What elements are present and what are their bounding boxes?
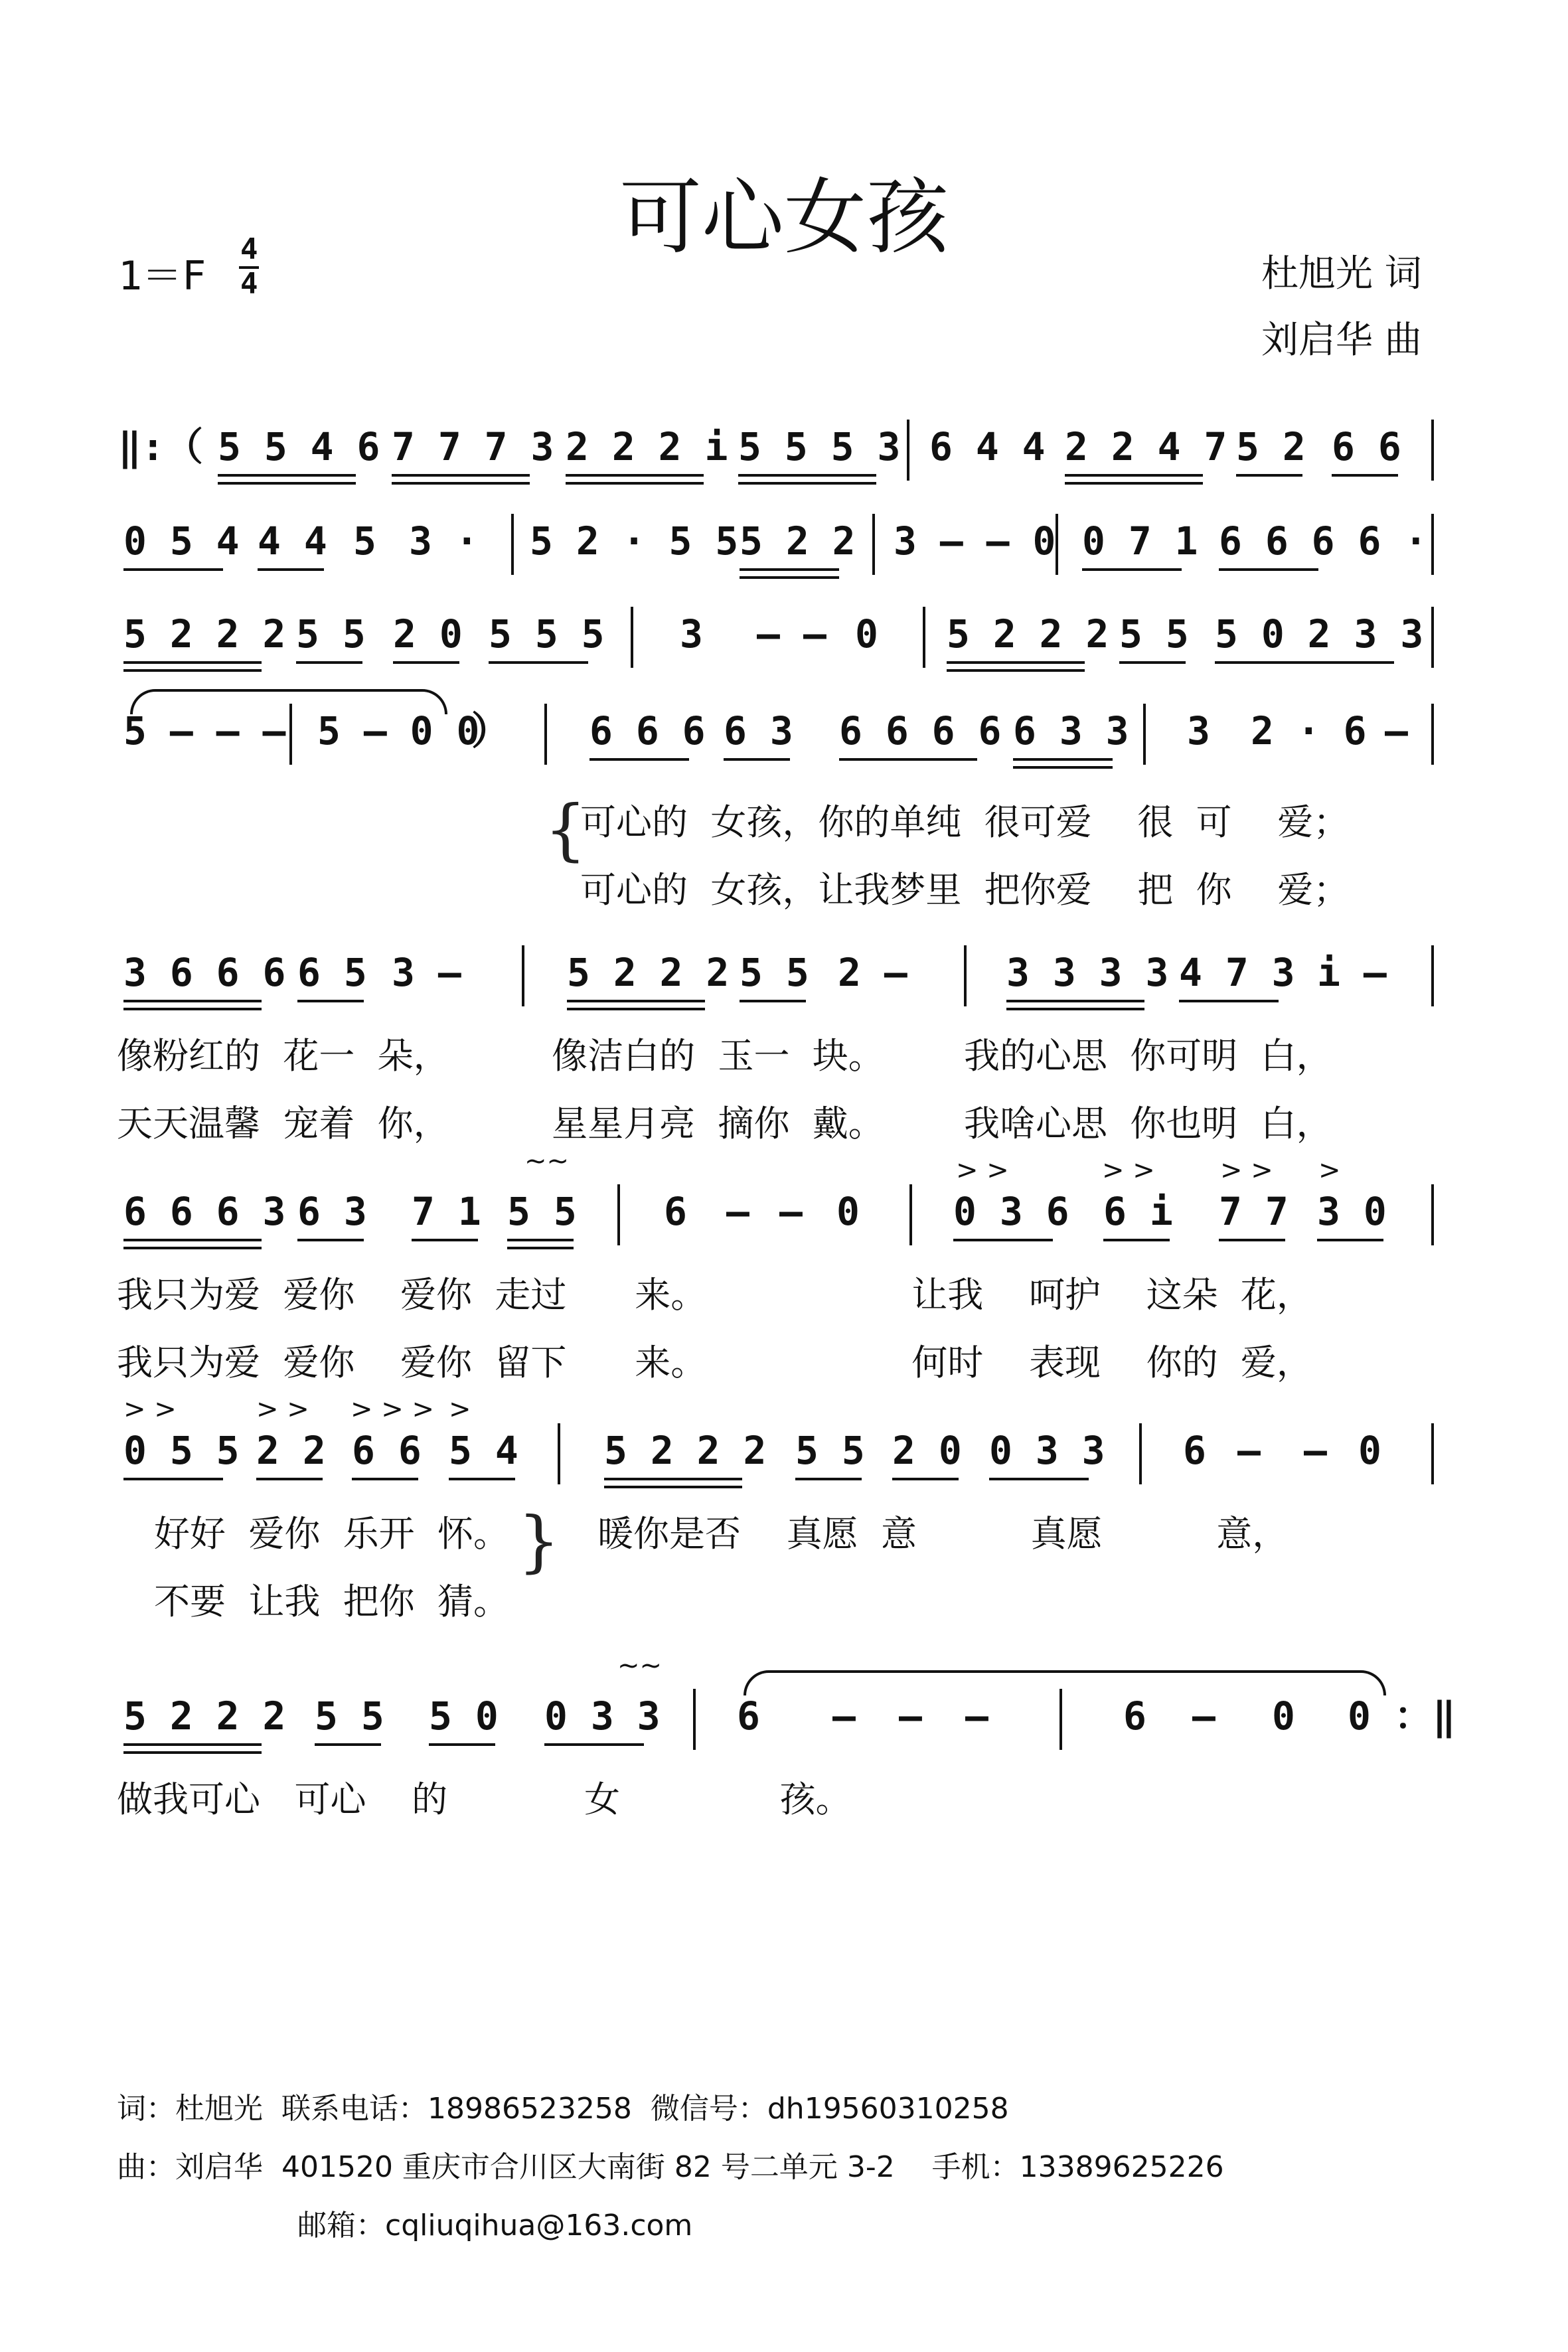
note-group: – xyxy=(1192,1693,1215,1739)
underline xyxy=(256,1478,323,1480)
note-group: 3 – – 0 xyxy=(894,518,1056,564)
trill-mark: ~~ xyxy=(524,1146,570,1176)
note-group: 2 – xyxy=(838,950,907,995)
underline xyxy=(740,576,839,579)
note-group: 5 2 2 2 xyxy=(123,1693,286,1739)
score-line-6 xyxy=(0,1146,1568,1268)
accent-marks: > > xyxy=(256,1394,309,1425)
lyricist-credit: 杜旭光 词 xyxy=(1261,252,1422,295)
note-group: 5 5 xyxy=(740,950,809,995)
note-group: 0 xyxy=(1358,1428,1381,1473)
barline xyxy=(617,1184,620,1245)
accent-marks: > > xyxy=(1102,1155,1155,1186)
underline xyxy=(566,474,704,477)
lyrics-shared: 暖你是否 真愿 意 真愿 意， xyxy=(597,1513,1289,1555)
barline xyxy=(872,514,875,575)
underline xyxy=(953,1239,1053,1241)
underline xyxy=(947,661,1085,664)
barline xyxy=(1139,1423,1142,1484)
note-group: – xyxy=(1385,708,1408,753)
underline xyxy=(738,482,876,485)
note-group: – xyxy=(1304,1428,1327,1473)
note-group: 5 0 2 3 3 xyxy=(1215,611,1424,657)
note-group: 6 4 4 xyxy=(929,424,1046,469)
note-group: 0 7 1 xyxy=(1082,518,1198,564)
note-group: 6 xyxy=(664,1189,687,1234)
underline xyxy=(1119,661,1186,664)
repeat-start: ‖:（ xyxy=(118,424,203,469)
lyrics-verse-2: 天天温馨 宠着 你， 星星月亮 摘你 戴。 我啥心思 你也明 白， xyxy=(117,1103,1332,1144)
note-group: 6 3 xyxy=(724,708,793,753)
note-group: 5 4 xyxy=(449,1428,518,1473)
lyrics-verse-2: 不要 让我 把你 猜。 xyxy=(154,1581,509,1622)
underline xyxy=(489,661,588,664)
footer-email: 邮箱：cqliuqihua@163.com xyxy=(297,2209,693,2242)
note-group: 5 2 xyxy=(1236,424,1306,469)
note-group: – xyxy=(1237,1428,1261,1473)
note-group: 0 xyxy=(1348,1693,1371,1739)
barline xyxy=(1431,945,1434,1006)
underline xyxy=(123,1008,262,1010)
note-group: 6 i xyxy=(1103,1189,1173,1234)
note-group: 4 7 3 xyxy=(1179,950,1295,995)
score-line-3 xyxy=(0,611,1568,690)
score-line-2 xyxy=(0,518,1568,597)
accent-marks: > > xyxy=(956,1155,1009,1186)
accent-marks: > > xyxy=(1220,1155,1273,1186)
accent-marks: > > xyxy=(123,1394,177,1425)
note-group: 2 0 xyxy=(393,611,463,657)
barline xyxy=(544,704,547,765)
underline xyxy=(449,1478,515,1480)
note-group: 5 5 xyxy=(1119,611,1189,657)
underline xyxy=(604,1478,742,1480)
composer-credit: 刘启华 曲 xyxy=(1261,319,1422,362)
underline xyxy=(1082,568,1182,571)
underline xyxy=(795,1478,862,1480)
note-group: 2 2 4 7 xyxy=(1065,424,1227,469)
underline xyxy=(258,568,324,571)
note-group: – xyxy=(757,611,780,657)
note-group: 2 0 xyxy=(892,1428,962,1473)
underline xyxy=(507,1239,574,1241)
note-group: 5 2 2 2 xyxy=(567,950,730,995)
accent-marks: > xyxy=(1318,1155,1341,1186)
repeat-end: ：‖ xyxy=(1394,1693,1456,1739)
accent-marks: > > > xyxy=(351,1394,434,1425)
underline xyxy=(218,482,356,485)
barline xyxy=(522,945,524,1006)
note-group: 5 2 2 2 xyxy=(947,611,1109,657)
footer-lyricist-contact: 词：杜旭光 联系电话：18986523258 微信号：dh19560310258 xyxy=(117,2092,1009,2126)
note-group: 5 xyxy=(353,518,376,564)
lyrics-verse-2: 可心的 女孩，让我梦里 把你爱 把 你 爱； xyxy=(580,869,1350,911)
underline xyxy=(724,758,790,761)
underline xyxy=(1179,1000,1279,1002)
note-group: 2 2 2 i xyxy=(566,424,728,469)
barline xyxy=(1056,514,1058,575)
note-group: 3 0 xyxy=(1317,1189,1387,1234)
note-group: 5 2 2 2 xyxy=(123,611,286,657)
time-signature-denominator: 4 xyxy=(240,267,258,301)
note-group: – xyxy=(779,1189,803,1234)
note-group: 6 6 6 3 xyxy=(123,1189,286,1234)
underline xyxy=(123,1751,262,1754)
note-group: 3 · xyxy=(409,518,479,564)
note-group: 7 7 7 3 xyxy=(392,424,554,469)
underline xyxy=(123,1478,223,1480)
note-group: 5 5 4 6 xyxy=(218,424,380,469)
accent-marks: > xyxy=(449,1394,471,1425)
note-group: 6 5 xyxy=(297,950,367,995)
score-line-1 xyxy=(0,424,1568,503)
note-group: 6 6 6 6 xyxy=(839,708,1002,753)
note-group: ） xyxy=(471,708,510,753)
barline xyxy=(558,1423,560,1484)
underline xyxy=(296,661,362,664)
trill-mark: ~~ xyxy=(617,1650,663,1681)
note-group: 7 7 xyxy=(1219,1189,1289,1234)
underline xyxy=(1215,661,1394,664)
barline xyxy=(923,607,925,668)
score-line-8 xyxy=(0,1650,1568,1772)
note-group: 3 – xyxy=(392,950,461,995)
note-group: 3 6 6 6 xyxy=(123,950,286,995)
lyric-brace: } xyxy=(518,1502,560,1580)
note-group: – xyxy=(726,1189,749,1234)
note-group: 0 xyxy=(1272,1693,1295,1739)
underline xyxy=(1219,568,1318,571)
tie-arc xyxy=(744,1670,1386,1695)
note-group: 6 6 6 xyxy=(589,708,706,753)
barline xyxy=(693,1689,696,1750)
note-group: 0 xyxy=(836,1189,860,1234)
underline xyxy=(392,474,530,477)
note-group: 6 3 xyxy=(297,1189,367,1234)
barline xyxy=(1431,514,1434,575)
underline xyxy=(297,1239,364,1241)
barline xyxy=(909,1184,912,1245)
lyrics-verse-1: 像粉红的 花一 朵， 像洁白的 玉一 块。 我的心思 你可明 白， xyxy=(117,1035,1332,1077)
note-group: i – xyxy=(1317,950,1387,995)
note-group: 3 xyxy=(680,611,703,657)
underline xyxy=(989,1478,1089,1480)
time-signature-numerator: 4 xyxy=(240,232,258,266)
underline xyxy=(507,1247,574,1249)
song-title: 可心女孩 xyxy=(619,170,949,266)
barline xyxy=(1431,1423,1434,1484)
barline xyxy=(289,704,292,765)
note-group: 6 3 3 xyxy=(1013,708,1129,753)
underline xyxy=(1065,482,1203,485)
underline xyxy=(1332,474,1398,477)
lyrics-verse-1: 做我可心 可心 的 女 孩。 xyxy=(117,1778,852,1820)
underline xyxy=(1006,1000,1144,1002)
underline xyxy=(947,669,1085,672)
note-group: 5 – 0 0 xyxy=(317,708,480,753)
underline xyxy=(604,1486,742,1488)
underline xyxy=(315,1743,381,1746)
lyrics-verse-1: 我只为爱 爱你 爱你 走过 来。 让我 呵护 这朵 花， xyxy=(117,1274,1312,1316)
underline xyxy=(1236,474,1302,477)
note-group: 5 2 · 5 5 xyxy=(530,518,739,564)
underline xyxy=(1006,1008,1144,1010)
underline xyxy=(412,1239,478,1241)
lyric-brace: { xyxy=(544,791,587,868)
underline xyxy=(297,1000,364,1002)
barline xyxy=(907,420,909,481)
underline xyxy=(740,1000,806,1002)
note-group: 3 3 3 3 xyxy=(1006,950,1169,995)
lyrics-verse-1: 可心的 女孩，你的单纯 很可爱 很 可 爱； xyxy=(580,801,1350,843)
note-group: 0 xyxy=(855,611,878,657)
underline xyxy=(218,474,356,477)
note-group: 0 3 3 xyxy=(544,1693,661,1739)
underline xyxy=(352,1478,418,1480)
note-group: 0 3 3 xyxy=(989,1428,1105,1473)
score-line-4 xyxy=(0,708,1568,787)
barline xyxy=(1431,420,1434,481)
note-group: 6 xyxy=(737,1693,760,1739)
underline xyxy=(123,568,223,571)
note-group: – xyxy=(803,611,826,657)
barline xyxy=(1431,1184,1434,1245)
barline xyxy=(631,607,633,668)
underline xyxy=(1317,1239,1383,1241)
underline xyxy=(1219,1239,1285,1241)
underline xyxy=(392,482,530,485)
note-group: 2 · 6 xyxy=(1251,708,1367,753)
note-group: 5 0 xyxy=(429,1693,499,1739)
score-line-7 xyxy=(0,1394,1568,1507)
note-group: 4 4 xyxy=(258,518,327,564)
note-group: 2 2 xyxy=(256,1428,326,1473)
underline xyxy=(740,568,839,571)
score-line-5 xyxy=(0,949,1568,1029)
note-group: 6 6 6 6 · xyxy=(1219,518,1428,564)
note-group: 7 1 xyxy=(412,1189,481,1234)
barline xyxy=(511,514,514,575)
note-group: 6 6 xyxy=(352,1428,422,1473)
key-signature: 1＝F xyxy=(118,253,206,299)
note-group: 3 xyxy=(1187,708,1210,753)
underline xyxy=(429,1743,495,1746)
underline xyxy=(393,661,459,664)
underline xyxy=(567,1008,705,1010)
note-group: 5 2 2 xyxy=(740,518,856,564)
barline xyxy=(1059,1689,1062,1750)
barline xyxy=(1143,704,1146,765)
barline xyxy=(1431,607,1434,668)
underline xyxy=(123,1000,262,1002)
note-group: 5 5 5 3 xyxy=(738,424,901,469)
note-group: 6 xyxy=(1123,1693,1146,1739)
note-group: 5 5 xyxy=(507,1189,577,1234)
underline xyxy=(589,758,689,761)
note-group: 0 5 4 xyxy=(123,518,240,564)
lyrics-verse-2: 我只为爱 爱你 爱你 留下 来。 何时 表现 你的 爱， xyxy=(117,1342,1312,1383)
barline xyxy=(1431,704,1434,765)
note-group: 5 5 xyxy=(795,1428,865,1473)
underline xyxy=(892,1478,959,1480)
note-group: – xyxy=(899,1693,922,1739)
note-group: 5 5 xyxy=(296,611,366,657)
note-group: 5 – – – xyxy=(123,708,286,753)
underline xyxy=(123,1247,262,1249)
note-group: 5 5 5 xyxy=(489,611,605,657)
underline xyxy=(738,474,876,477)
note-group: 5 2 2 2 xyxy=(604,1428,767,1473)
underline xyxy=(123,1239,262,1241)
underline xyxy=(1013,766,1113,769)
underline xyxy=(839,758,977,761)
underline xyxy=(1013,758,1113,761)
note-group: 6 6 xyxy=(1332,424,1401,469)
note-group: – xyxy=(832,1693,856,1739)
underline xyxy=(123,661,262,664)
note-group: 6 xyxy=(1183,1428,1206,1473)
footer-composer-contact: 曲：刘启华 401520 重庆市合川区大南街 82 号二单元 3-2 手机：13389625226 xyxy=(117,2150,1224,2184)
underline xyxy=(123,1743,262,1746)
barline xyxy=(964,945,967,1006)
note-group: – xyxy=(965,1693,988,1739)
note-group: 5 5 xyxy=(315,1693,384,1739)
note-group: 0 5 5 xyxy=(123,1428,240,1473)
lyrics-verse-1: 好好 爱你 乐开 怀。 xyxy=(154,1513,509,1555)
underline xyxy=(1103,1239,1170,1241)
underline xyxy=(566,482,704,485)
note-group: 0 3 6 xyxy=(953,1189,1069,1234)
underline xyxy=(544,1743,644,1746)
underline xyxy=(1065,474,1203,477)
underline xyxy=(567,1000,705,1002)
underline xyxy=(123,669,262,672)
